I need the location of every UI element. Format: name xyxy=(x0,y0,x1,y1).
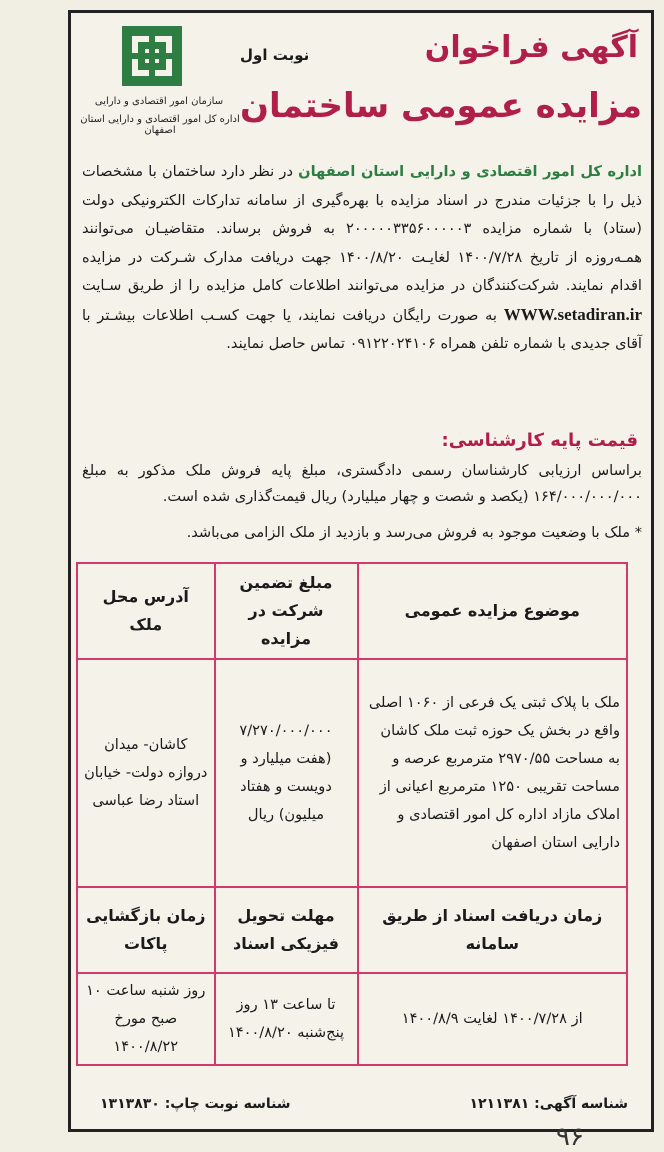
org-name-line2: اداره کل امور اقتصادی و دارایی استان اصفهان xyxy=(80,114,240,136)
base-price-text: براساس ارزیابی کارشناسان رسمی دادگستری، مبلغ پایه فروش ملک مذکور به مبلغ ۱۶۴/۰۰۰/۰۰۰/۰۰۰ (یکصد و شصت و چهار میلیارد) ریال قیمت‌گذاری شده است. xyxy=(82,462,642,505)
intro-text-part2: به صورت رایگان دریافت نمایند، یا جهت کسـب اطلاعات بیشـتر با آقای جدیدی با شماره تلفن همراه ۰۹۱۲۲۰۲۴۱۰۶ تماس حاصل نمایند. xyxy=(82,306,642,352)
ministry-emblem-icon xyxy=(118,22,186,92)
print-id: شناسه نوبت چاپ: ۱۳۱۳۸۳۰ xyxy=(100,1096,291,1112)
org-name-line1: سازمان امور اقتصادی و دارایی xyxy=(94,96,224,107)
auction-table xyxy=(76,562,628,1066)
table-cell: تا ساعت ۱۳ روز پنج‌شنبه ۱۴۰۰/۸/۲۰ xyxy=(215,973,358,1065)
table-header-cell: موضوع مزایده عمومی xyxy=(358,563,628,659)
intro-paragraph xyxy=(82,158,642,359)
table-cell: کاشان- میدان دروازه دولت- خیابان استاد رضا عباسی xyxy=(77,659,215,887)
table-cell: از ۱۴۰۰/۷/۲۸ لغایت ۱۴۰۰/۸/۹ xyxy=(358,973,628,1065)
visit-note: * ملک با وضعیت موجود به فروش می‌رسد و بازدید از ملک الزامی می‌باشد. xyxy=(186,524,642,541)
ad-title: آگهی فراخوان xyxy=(424,30,638,65)
ad-id: شناسه آگهی: ۱۲۱۱۳۸۱ xyxy=(469,1096,628,1112)
round-label: نوبت اول xyxy=(240,46,310,64)
table-header-cell: مهلت تحویل فیزیکی اسناد xyxy=(215,887,358,973)
table-header-cell: مبلغ تضمین شرکت در مزایده xyxy=(215,563,358,659)
base-price-title: قیمت پایه کارشناسی: xyxy=(441,430,638,451)
table-cell: ملک با پلاک ثبتی یک فرعی از ۱۰۶۰ اصلی واقع در بخش یک حوزه ثبت ملک کاشان به مساحت ۲۹۷۰/۵۵ مترمربع عرصه و مساحت تقریبی ۱۲۵۰ مترمربع اعیانی از املاک مازاد اداره کل امور اقتصادی و دارایی استان اصفهان xyxy=(358,659,628,887)
table-header-cell: زمان بازگشایی پاکات xyxy=(77,887,215,973)
ad-subtitle: مزایده عمومی ساختمان xyxy=(240,86,642,126)
intro-text-part1: در نظر دارد ساختمان با مشخصات ذیل را با جزئیات مندرج در اسناد مزایده با بهره‌گیری از سامانه تدارکات الکترونیکی دولت (ستاد) با شماره مزایده ۲۰۰۰۰۰۳۳۵۶۰۰۰۰۰۳ به فروش برساند. متقاضیـان می‌توانند همـه‌روزه از تاریخ ۱۴۰۰/۷/۲۸ لغایـت ۱۴۰۰/۸/۲۰ جهت دریافت مدارک شـرکت در مزایده اقدام نمایند. شرکت‌کنندگان در مزایده می‌توانند اطلاعات کامل مزایده را از طریق سـایت xyxy=(82,163,642,294)
table-cell: ۷/۲۷۰/۰۰۰/۰۰۰ (هفت میلیارد و دویست و هفتاد میلیون) ریال xyxy=(215,659,358,887)
table-header-row xyxy=(77,887,627,973)
website-link[interactable]: WWW.setadiran.ir xyxy=(503,304,642,324)
table-header-row xyxy=(77,563,627,659)
table-header-cell: آدرس محل ملک xyxy=(77,563,215,659)
table-header-cell: زمان دریافت اسناد از طریق سامانه xyxy=(358,887,628,973)
page-number: ۹۶ xyxy=(556,1122,584,1152)
table-cell: روز شنبه ساعت ۱۰ صبح مورخ ۱۴۰۰/۸/۲۲ xyxy=(77,973,215,1065)
table-row xyxy=(77,659,627,887)
org-highlight: اداره کل امور اقتصادی و دارایی استان اصفهان xyxy=(298,163,642,180)
table-row xyxy=(77,973,627,1065)
